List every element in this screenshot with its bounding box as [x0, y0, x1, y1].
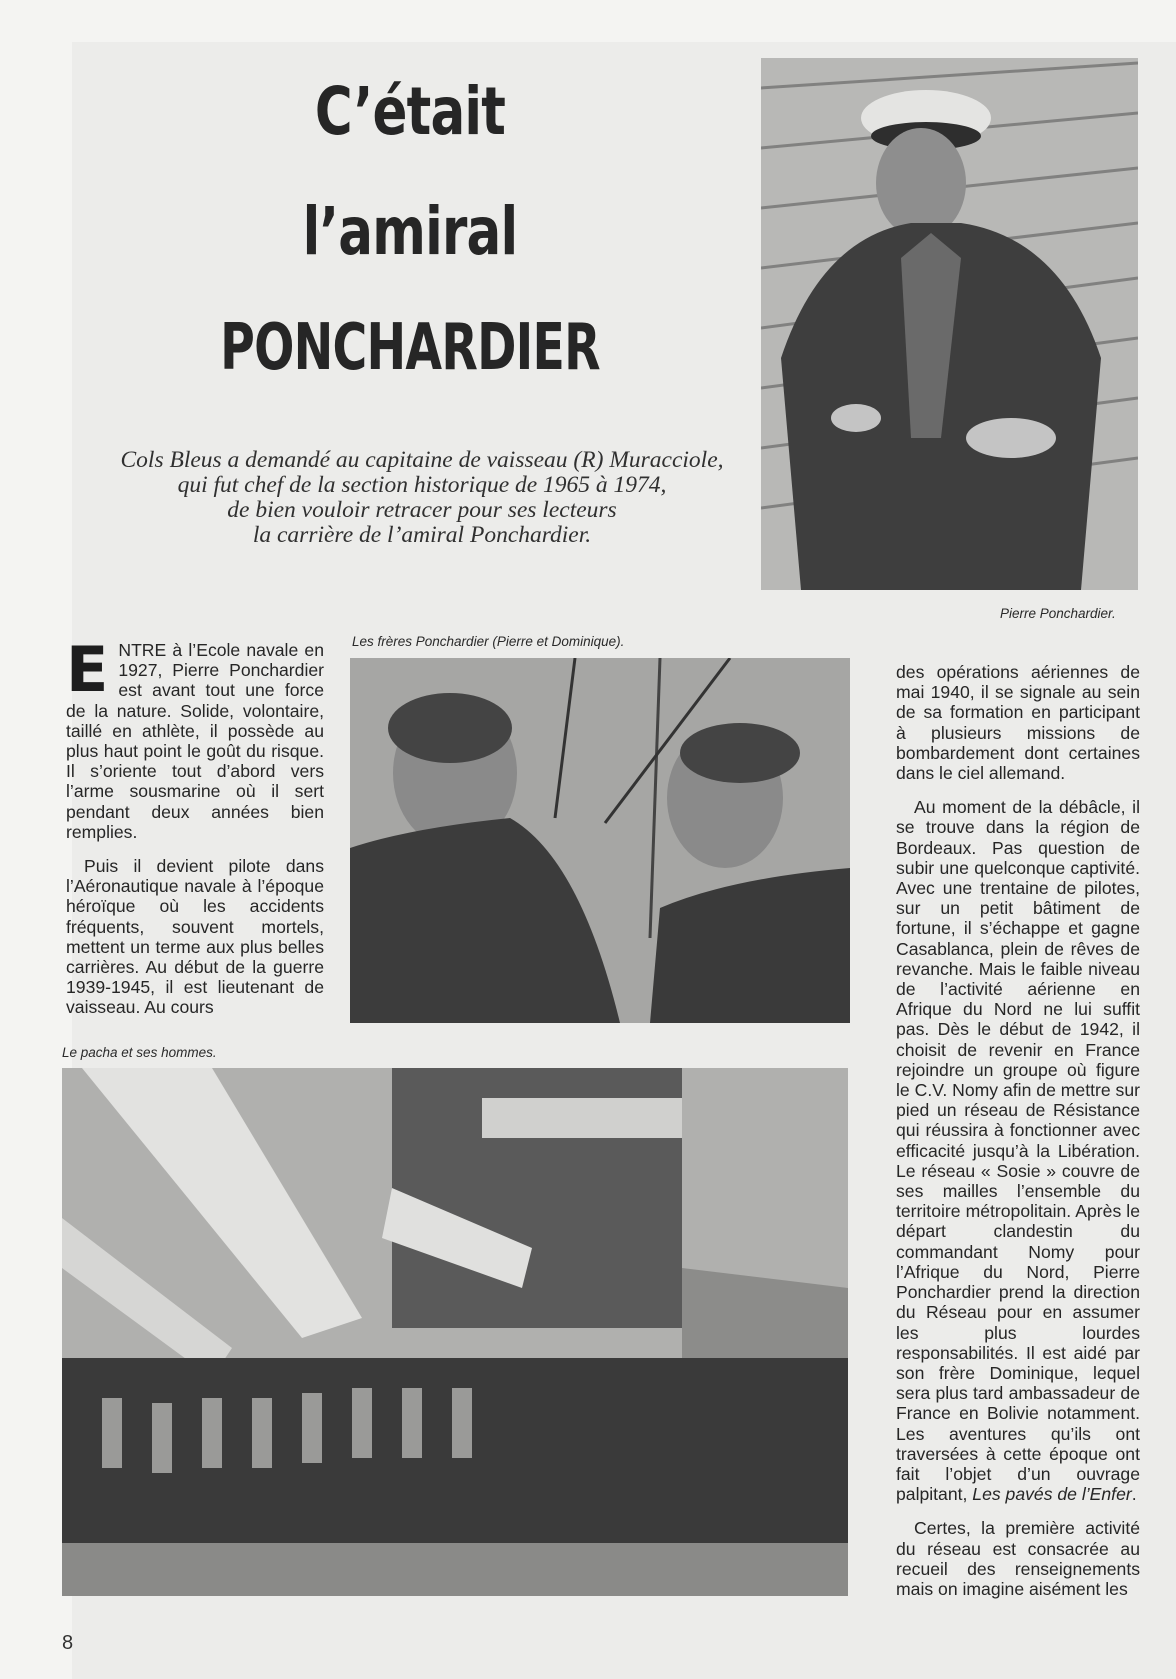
book-title: Les pavés de l’Enfer	[972, 1484, 1132, 1505]
paragraph-text: NTRE à l’Ecole navale en 1927, Pierre Ponchardier est avant tout une force de la nature. Solide, volontaire, taillé en athlète, il possède au plus haut point le goût du risque. Il s’oriente tout d’abord vers l’arme sousmarine où il sert pendant deux années bien remplies.	[66, 640, 324, 842]
article-right-column	[896, 662, 1140, 1613]
intro-line: la carrière de l’amiral Ponchardier.	[252, 522, 592, 548]
portrait-image	[761, 58, 1138, 590]
intro-line: de bien vouloir retracer pour ses lecteurs	[227, 497, 617, 523]
brothers-photo	[350, 658, 850, 1023]
portrait-caption: Pierre Ponchardier.	[1000, 606, 1116, 621]
title-line-3: PONCHARDIER	[220, 311, 600, 385]
intro-standfirst	[92, 448, 752, 548]
drop-cap: E	[66, 633, 109, 706]
book-title-suffix: .	[1131, 1484, 1137, 1505]
brothers-caption: Les frères Ponchardier (Pierre et Dominique).	[352, 634, 625, 649]
article-paragraph	[66, 633, 324, 842]
title-line-1: C’était	[314, 73, 506, 150]
crew-image	[62, 1068, 848, 1596]
article-paragraph	[896, 797, 1140, 1504]
crew-photo	[62, 1068, 848, 1596]
article-paragraph: Certes, la première activité du réseau est consacrée au recueil des renseignements mais on imagine aisément les	[896, 1518, 1140, 1599]
intro-line: qui fut chef de la section historique de 1965 à 1974,	[177, 472, 667, 498]
article-left-column	[66, 633, 324, 1032]
crew-caption: Le pacha et ses hommes.	[62, 1045, 217, 1060]
title-line-2: l’amiral	[302, 193, 518, 270]
paragraph-text: Au moment de la débâcle, il se trouve dans la région de Bordeaux. Pas question de subir une quelconque captivité. Avec une trentaine de pilotes, sur un petit bâtiment de fortune, il s’échappe et gagne Casablanca, plein de rêves de revanche. Mais le faible niveau de l’activité aérienne en Afrique du Nord ne lui suffit pas. Dès le début de 1942, il choisit de revenir en France rejoindre un groupe où figure le C.V. Nomy afin de mettre sur pied un réseau de Résistance qui réussira à fonctionner avec efficacité jusqu’à la Libération. Le réseau « Sosie » couvre de ses mailles l’ensemble du territoire métropolitain. Après le départ clandestin du commandant Nomy pour l’Afrique du Nord, Pierre Ponchardier prend la direction du Réseau pour en assumer les plus lourdes responsabilités. Il est aidé par son frère Dominique, lequel sera plus tard ambassadeur de France en Bolivie notamment. Les aventures qu’ils ont traversées à cette époque ont fait l’objet d’un ouvrage palpitant,	[896, 797, 1140, 1505]
page-number: 8	[62, 1632, 74, 1654]
article-paragraph: Puis il devient pilote dans l’Aéronautique navale à l’époque héroïque où les accidents fréquents, souvent mortels, mettent un terme aux plus belles carrières. Au début de la guerre 1939-1945, il est lieutenant de vaisseau. Au cours	[66, 856, 324, 1018]
article-paragraph: des opérations aériennes de mai 1940, il se signale au sein de sa formation en participant à plusieurs missions de bombardement dont certaines dans le ciel allemand.	[896, 662, 1140, 784]
brothers-image	[350, 658, 850, 1023]
intro-line: Cols Bleus a demandé au capitaine de vaisseau (R) Muracciole,	[120, 447, 724, 473]
portrait-photo	[761, 58, 1138, 590]
